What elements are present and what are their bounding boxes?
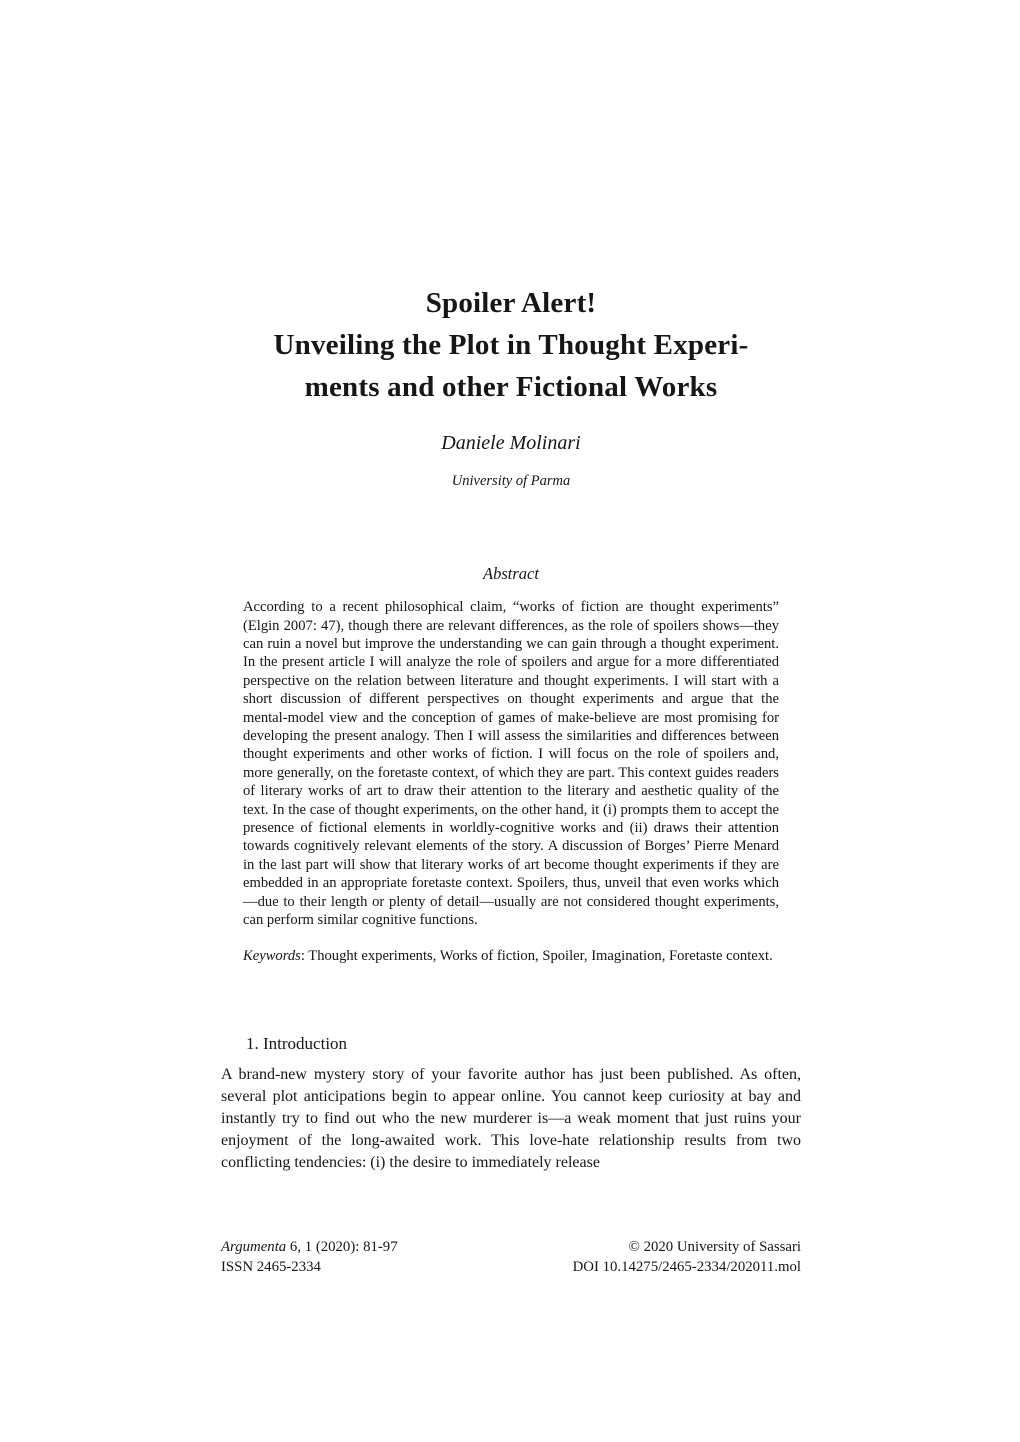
title-line-3: ments and other Fictional Works bbox=[304, 371, 718, 404]
author-name: Daniele Molinari bbox=[441, 432, 581, 455]
abstract-block bbox=[243, 598, 779, 966]
footer-right bbox=[573, 1238, 801, 1277]
abstract-text: According to a recent philosophical claim, “works of fiction are thought experiments” (Elgin 2007: 47), though there are relevant differences, as the role of spoilers shows—they can ruin a novel but improve the understanding we can gain through a thought experiment. In the present article I will analyze the role of spoilers and argue for a more differentiated perspective on the relation between literature and thought experiments. I will start with a short discussion of different perspectives on thought experiments and argue that the mental-model view and the conception of games of make-believe are most promising for developing the present analogy. Then I will assess the similarities and differences between thought experiments and other works of fiction. I will focus on the role of spoilers and, more generally, on the foretaste context, of which they are part. This context guides readers of literary works of art to draw their attention to the literary and aesthetic quality of the text. In the case of thought experiments, on the other hand, it (i) prompts them to accept the presence of fictional elements in worldly-cognitive works and (ii) draws their attention towards cognitively relevant elements of the story. A discussion of Borges’ Pierre Menard in the last part will show that literary works of art become thought experiments if they are embedded in an appropriate foretaste context. Spoilers, thus, unveil that even works which—due to their length or plenty of detail—usually are not considered thought experiments, can perform similar cognitive functions. bbox=[243, 599, 779, 929]
keywords-text: : Thought experiments, Works of fiction, Spoiler, Imagination, Foretaste context. bbox=[300, 948, 773, 965]
title-line-2: Unveiling the Plot in Thought Experi- bbox=[273, 329, 749, 362]
doi-line: DOI 10.14275/2465-2334/202011.mol bbox=[572, 1258, 801, 1275]
page-footer bbox=[221, 1238, 801, 1277]
section-heading-introduction: 1. Introduction bbox=[246, 1033, 348, 1053]
keywords-label: Keywords bbox=[243, 948, 301, 965]
article-title bbox=[221, 282, 801, 408]
introduction-paragraph: A brand-new mystery story of your favorite author has just been published. As often, several plot anticipations begin to appear online. You cannot keep curiosity at bay and instantly try to find out who the new murderer is—a weak moment that just ruins your enjoyment of the long-awaited work. This love-hate relationship results from two conflicting tendencies: (i) the desire to immediately release bbox=[221, 1065, 801, 1171]
content-column bbox=[221, 0, 801, 1174]
footer-left bbox=[221, 1238, 398, 1277]
journal-issue-pages: 6, 1 (2020): 81-97 bbox=[286, 1239, 398, 1255]
abstract-heading: Abstract bbox=[483, 564, 539, 584]
journal-name: Argumenta bbox=[221, 1239, 287, 1255]
title-line-1: Spoiler Alert! bbox=[425, 287, 597, 319]
journal-citation bbox=[221, 1238, 398, 1258]
author-affiliation: University of Parma bbox=[451, 473, 571, 490]
copyright-line: © 2020 University of Sassari bbox=[628, 1239, 801, 1255]
issn-line: ISSN 2465-2334 bbox=[221, 1258, 321, 1275]
keywords-line bbox=[243, 947, 779, 965]
